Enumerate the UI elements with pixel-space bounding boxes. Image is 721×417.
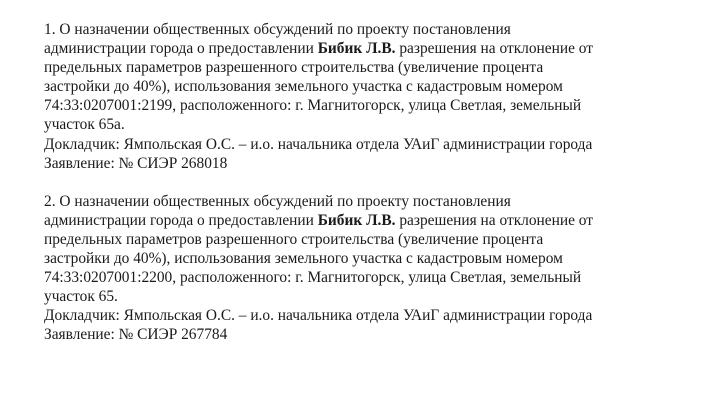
item-text-fragment: администрации города о предоставлении	[44, 40, 318, 58]
application-number: Заявление: № СИЭР 268018	[44, 154, 228, 172]
item-text-line: предельных параметров разрешенного строительства (увеличение процента	[44, 230, 544, 248]
item-text-line: 2. О назначении общественных обсуждений по проекту постановления	[44, 192, 511, 210]
agenda-item-2	[44, 192, 714, 345]
item-text-fragment: разрешения на отклонение от	[395, 40, 593, 58]
item-text-fragment: разрешения на отклонение от	[395, 211, 593, 229]
applicant-name: Бибик Л.В.	[317, 40, 396, 58]
item-text-fragment: администрации города о предоставлении	[44, 211, 318, 229]
item-text-line: застройки до 40%), использования земельного участка с кадастровым номером	[44, 250, 563, 268]
item-text-line: участок 65а.	[44, 116, 125, 134]
agenda-item-1	[44, 20, 714, 173]
speaker-line: Докладчик: Ямпольская О.С. – и.о. начальника отдела УАиГ администрации города	[44, 307, 593, 325]
item-text-line: предельных параметров разрешенного строительства (увеличение процента	[44, 59, 544, 77]
item-text-line: участок 65.	[44, 288, 118, 306]
item-text-line	[44, 211, 714, 230]
item-text-line: застройки до 40%), использования земельного участка с кадастровым номером	[44, 78, 563, 96]
application-number: Заявление: № СИЭР 267784	[44, 326, 228, 344]
speaker-line: Докладчик: Ямпольская О.С. – и.о. начальника отдела УАиГ администрации города	[44, 135, 593, 153]
item-text-line: 1. О назначении общественных обсуждений по проекту постановления	[44, 21, 511, 38]
item-text-line	[44, 39, 714, 58]
applicant-name: Бибик Л.В.	[317, 211, 396, 229]
item-text-line: 74:33:0207001:2200, расположенного: г. Магнитогорск, улица Светлая, земельный	[44, 269, 582, 287]
document-body	[44, 20, 714, 345]
item-text-line: 74:33:0207001:2199, расположенного: г. Магнитогорск, улица Светлая, земельный	[44, 97, 582, 115]
